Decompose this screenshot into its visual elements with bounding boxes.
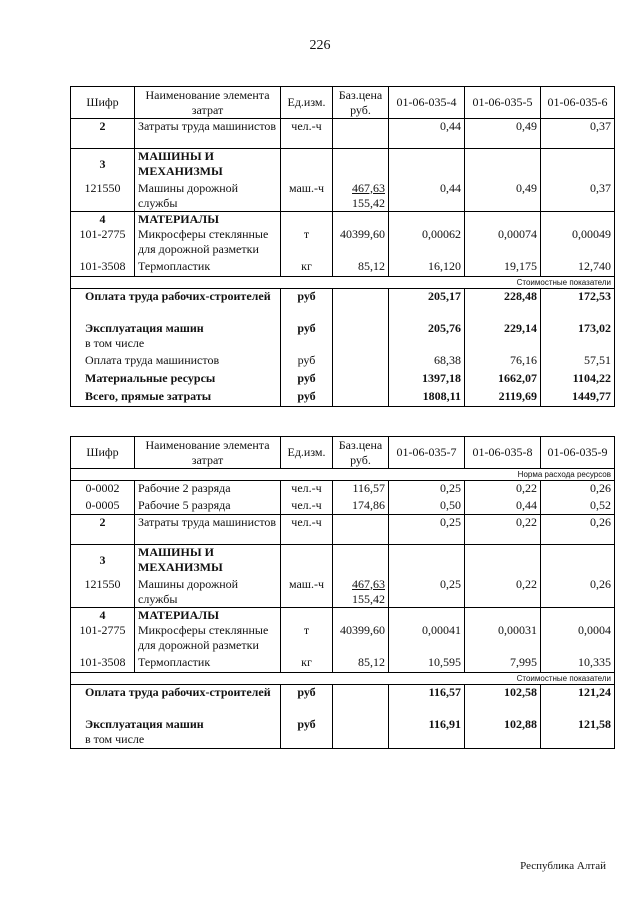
row-value-1: 0,44 xyxy=(389,119,465,149)
summary-value-3: 173,02 xyxy=(541,321,615,353)
price-bottom: 155,42 xyxy=(352,591,385,606)
row-price xyxy=(333,577,389,608)
row-value-3: 0,26 xyxy=(541,481,615,498)
summary-value-1: 116,91 xyxy=(389,717,465,749)
table-row-group xyxy=(71,211,615,227)
group-name: МАШИНЫ И МЕХАНИЗМЫ xyxy=(135,149,281,181)
row-value-2: 0,49 xyxy=(465,181,541,212)
table-header-row xyxy=(71,87,615,119)
summary-value-1: 116,57 xyxy=(389,685,465,717)
row-value-2: 0,22 xyxy=(465,577,541,608)
row-price xyxy=(333,181,389,212)
footer-region: Республика Алтай xyxy=(520,860,606,872)
table-row xyxy=(71,481,615,498)
summary-unit: руб xyxy=(281,371,333,389)
table-row xyxy=(71,259,615,277)
row-code: 2 xyxy=(71,119,135,149)
summary-value-1: 205,17 xyxy=(389,289,465,321)
row-value-1: 16,120 xyxy=(389,259,465,277)
row-value-3: 0,37 xyxy=(541,181,615,212)
summary-note: в том числе xyxy=(85,731,145,746)
group-code: 4 xyxy=(71,211,135,227)
row-name: Затраты труда машинистов xyxy=(135,515,281,545)
row-value-1: 0,00041 xyxy=(389,623,465,655)
row-value-2: 0,00031 xyxy=(465,623,541,655)
summary-unit: руб xyxy=(281,353,333,371)
summary-unit: руб xyxy=(281,321,333,353)
summary-value-3: 1449,77 xyxy=(541,389,615,407)
row-value-3: 10,335 xyxy=(541,655,615,673)
row-unit: кг xyxy=(281,259,333,277)
row-name: Машины дорожной службы xyxy=(135,181,281,212)
row-code: 121550 xyxy=(71,577,135,608)
group-code: 4 xyxy=(71,607,135,623)
row-unit: чел.-ч xyxy=(281,119,333,149)
summary-unit: руб xyxy=(281,685,333,717)
row-value-2: 0,22 xyxy=(465,481,541,498)
row-value-1: 0,25 xyxy=(389,577,465,608)
row-unit: кг xyxy=(281,655,333,673)
row-name: Затраты труда машинистов xyxy=(135,119,281,149)
table-header-row xyxy=(71,437,615,469)
row-code: 101-2775 xyxy=(71,227,135,259)
table-row-group xyxy=(71,607,615,623)
header-unit: Ед.изм. xyxy=(281,437,333,469)
summary-value-2: 1662,07 xyxy=(465,371,541,389)
summary-name: Оплата труда рабочих-строителей xyxy=(71,685,281,717)
price-top: 467,63 xyxy=(352,180,385,195)
header-col-3: 01-06-035-6 xyxy=(541,87,615,119)
row-price: 85,12 xyxy=(333,655,389,673)
header-col-2: 01-06-035-5 xyxy=(465,87,541,119)
row-value-1: 0,25 xyxy=(389,515,465,545)
table-row xyxy=(71,181,615,212)
summary-row xyxy=(71,389,615,407)
estimate-table-2 xyxy=(70,436,615,749)
row-name: Машины дорожной службы xyxy=(135,577,281,608)
header-name: Наименование элемента затрат xyxy=(135,87,281,119)
summary-row xyxy=(71,685,615,717)
header-base-price: Баз.цена руб. xyxy=(333,437,389,469)
summary-row xyxy=(71,289,615,321)
summary-value-3: 1104,22 xyxy=(541,371,615,389)
summary-value-1: 205,76 xyxy=(389,321,465,353)
summary-name: Эксплуатация машин в том числе xyxy=(71,717,281,749)
summary-value-2: 2119,69 xyxy=(465,389,541,407)
table-row xyxy=(71,227,615,259)
row-value-3: 0,52 xyxy=(541,498,615,515)
summary-value-2: 102,58 xyxy=(465,685,541,717)
table-row xyxy=(71,515,615,545)
row-name: Термопластик xyxy=(135,259,281,277)
row-unit: маш.-ч xyxy=(281,577,333,608)
summary-name: Оплата труда рабочих-строителей xyxy=(71,289,281,321)
row-price xyxy=(333,515,389,545)
summary-value-2: 228,48 xyxy=(465,289,541,321)
row-unit: т xyxy=(281,623,333,655)
row-value-2: 0,00074 xyxy=(465,227,541,259)
table-row-group xyxy=(71,149,615,181)
row-price: 116,57 xyxy=(333,481,389,498)
row-unit: чел.-ч xyxy=(281,515,333,545)
header-col-3: 01-06-035-9 xyxy=(541,437,615,469)
price-bottom: 155,42 xyxy=(352,195,385,210)
row-unit: т xyxy=(281,227,333,259)
row-value-1: 0,25 xyxy=(389,481,465,498)
header-col-2: 01-06-035-8 xyxy=(465,437,541,469)
row-value-1: 0,50 xyxy=(389,498,465,515)
header-name: Наименование элемента затрат xyxy=(135,437,281,469)
row-value-3: 0,26 xyxy=(541,515,615,545)
summary-name: Оплата труда машинистов xyxy=(71,353,281,371)
header-col-1: 01-06-035-7 xyxy=(389,437,465,469)
row-price: 40399,60 xyxy=(333,623,389,655)
row-value-3: 0,00049 xyxy=(541,227,615,259)
header-col-1: 01-06-035-4 xyxy=(389,87,465,119)
summary-value-1: 1397,18 xyxy=(389,371,465,389)
group-name: МАТЕРИАЛЫ xyxy=(135,607,281,623)
row-value-1: 0,44 xyxy=(389,181,465,212)
row-value-3: 0,37 xyxy=(541,119,615,149)
summary-value-1: 68,38 xyxy=(389,353,465,371)
row-value-3: 0,26 xyxy=(541,577,615,608)
row-code: 101-2775 xyxy=(71,623,135,655)
header-code: Шифр xyxy=(71,437,135,469)
header-unit: Ед.изм. xyxy=(281,87,333,119)
header-base-price: Баз.цена руб. xyxy=(333,87,389,119)
row-name: Рабочие 5 разряда xyxy=(135,498,281,515)
summary-value-2: 102,88 xyxy=(465,717,541,749)
row-unit: чел.-ч xyxy=(281,498,333,515)
row-code: 0-0005 xyxy=(71,498,135,515)
norm-label: Норма расхода ресурсов xyxy=(71,469,615,481)
group-name: МАТЕРИАЛЫ xyxy=(135,211,281,227)
table-row xyxy=(71,655,615,673)
summary-name: Всего, прямые затраты xyxy=(71,389,281,407)
table-row xyxy=(71,498,615,515)
page-number: 226 xyxy=(309,38,331,53)
row-price: 85,12 xyxy=(333,259,389,277)
row-value-1: 10,595 xyxy=(389,655,465,673)
table-row-group xyxy=(71,545,615,577)
summary-value-3: 172,53 xyxy=(541,289,615,321)
row-unit: маш.-ч xyxy=(281,181,333,212)
section-label-row xyxy=(71,277,615,289)
header-code: Шифр xyxy=(71,87,135,119)
section-label-row xyxy=(71,673,615,685)
row-value-2: 0,49 xyxy=(465,119,541,149)
row-value-3: 12,740 xyxy=(541,259,615,277)
row-name: Рабочие 2 разряда xyxy=(135,481,281,498)
summary-value-2: 229,14 xyxy=(465,321,541,353)
section-label-row xyxy=(71,469,615,481)
row-code: 101-3508 xyxy=(71,655,135,673)
group-code: 3 xyxy=(71,545,135,577)
row-code: 2 xyxy=(71,515,135,545)
summary-row xyxy=(71,321,615,353)
summary-unit: руб xyxy=(281,289,333,321)
summary-value-3: 57,51 xyxy=(541,353,615,371)
section-label: Стоимостные показатели xyxy=(71,277,615,289)
row-value-3: 0,0004 xyxy=(541,623,615,655)
summary-row xyxy=(71,353,615,371)
row-price: 174,86 xyxy=(333,498,389,515)
group-name: МАШИНЫ И МЕХАНИЗМЫ xyxy=(135,545,281,577)
summary-value-1: 1808,11 xyxy=(389,389,465,407)
row-name: Микросферы стеклянные для дорожной разметки xyxy=(135,227,281,259)
row-code: 0-0002 xyxy=(71,481,135,498)
table-row xyxy=(71,577,615,608)
row-value-2: 0,22 xyxy=(465,515,541,545)
summary-row xyxy=(71,371,615,389)
row-value-2: 0,44 xyxy=(465,498,541,515)
summary-unit: руб xyxy=(281,389,333,407)
summary-value-3: 121,24 xyxy=(541,685,615,717)
group-code: 3 xyxy=(71,149,135,181)
row-name: Микросферы стеклянные для дорожной разметки xyxy=(135,623,281,655)
estimate-table-1 xyxy=(70,86,615,407)
section-label: Стоимостные показатели xyxy=(71,673,615,685)
summary-note: в том числе xyxy=(85,335,145,350)
row-name: Термопластик xyxy=(135,655,281,673)
summary-name: Эксплуатация машин в том числе xyxy=(71,321,281,353)
row-value-2: 19,175 xyxy=(465,259,541,277)
summary-value-2: 76,16 xyxy=(465,353,541,371)
row-value-1: 0,00062 xyxy=(389,227,465,259)
row-price xyxy=(333,119,389,149)
summary-row xyxy=(71,717,615,749)
row-price: 40399,60 xyxy=(333,227,389,259)
summary-name: Материальные ресурсы xyxy=(71,371,281,389)
summary-unit: руб xyxy=(281,717,333,749)
row-value-2: 7,995 xyxy=(465,655,541,673)
summary-value-3: 121,58 xyxy=(541,717,615,749)
row-code: 121550 xyxy=(71,181,135,212)
row-code: 101-3508 xyxy=(71,259,135,277)
row-unit: чел.-ч xyxy=(281,481,333,498)
price-top: 467,63 xyxy=(352,576,385,591)
table-row xyxy=(71,119,615,149)
table-row xyxy=(71,623,615,655)
